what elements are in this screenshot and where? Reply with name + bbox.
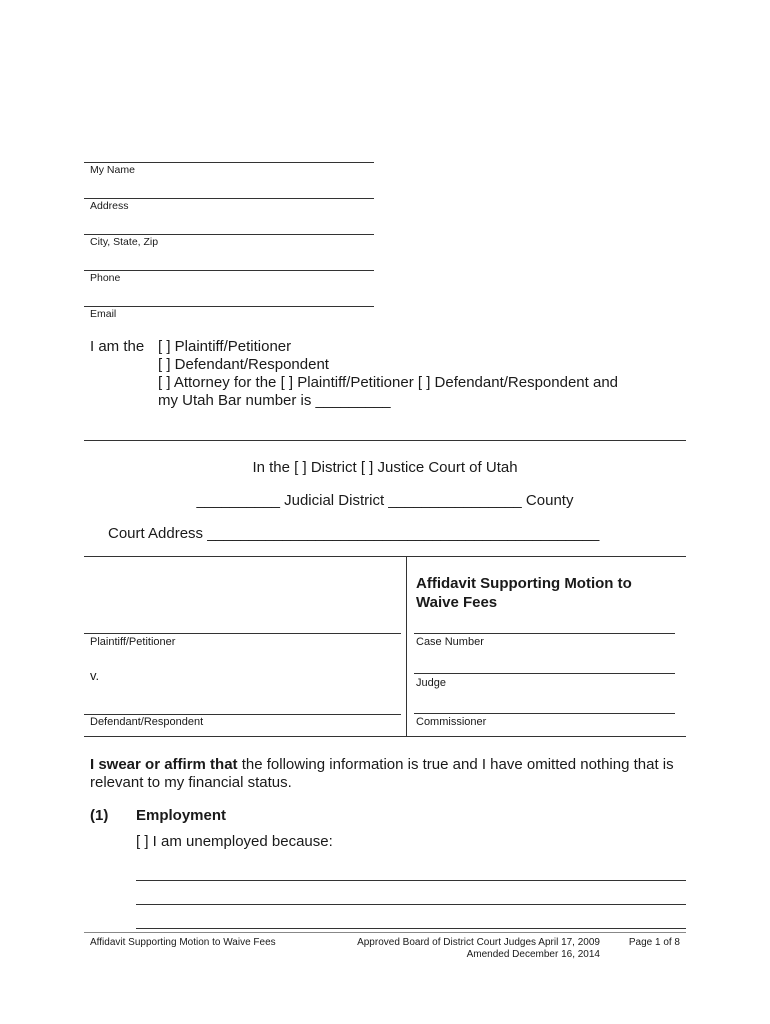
unemployed-reason-line-2[interactable] [136, 904, 686, 905]
court-address-line[interactable]: Court Address _______________________________________________ [108, 525, 600, 542]
plaintiff-label: Plaintiff/Petitioner [90, 636, 176, 648]
oath-rest: the following information is true and I have omitted nothing that is [237, 756, 674, 773]
defendant-line[interactable] [84, 714, 401, 715]
unemployed-option[interactable]: [ ] I am unemployed because: [136, 833, 333, 850]
caption-bottom-rule [84, 736, 686, 737]
caption-vertical-divider [406, 556, 407, 736]
commissioner-label: Commissioner [416, 716, 487, 728]
bar-number-line[interactable]: my Utah Bar number is _________ [158, 392, 391, 409]
case-number-label: Case Number [416, 636, 484, 648]
party-role-intro: I am the [90, 338, 145, 355]
judge-line[interactable] [414, 673, 675, 674]
judge-label: Judge [416, 677, 446, 689]
versus-label: v. [90, 668, 100, 683]
document-title-line2: Waive Fees [416, 594, 498, 611]
city-state-zip-label: City, State, Zip [90, 236, 159, 248]
footer-form-title: Affidavit Supporting Motion to Waive Fees [90, 937, 276, 948]
party-role-plaintiff-option[interactable]: [ ] Plaintiff/Petitioner [158, 338, 292, 355]
unemployed-reason-line-1[interactable] [136, 880, 686, 881]
section1-heading: Employment [136, 807, 227, 824]
party-role-attorney-option[interactable]: [ ] Attorney for the [ ] Plaintiff/Petitioner [ ] Defendant/Respondent and [158, 374, 619, 391]
name-label: My Name [90, 164, 135, 176]
phone-line [84, 270, 374, 271]
footer-rule [84, 932, 686, 933]
case-number-line[interactable] [414, 633, 675, 634]
court-section-divider [84, 440, 686, 441]
court-type-line[interactable]: In the [ ] District [ ] Justice Court of Utah [252, 459, 518, 476]
oath-bold-phrase: I swear or affirm that [90, 756, 238, 773]
oath-line2: relevant to my financial status. [90, 774, 292, 791]
footer-page-number: Page 1 of 8 [628, 937, 680, 948]
name-line [84, 162, 374, 163]
city-state-zip-line [84, 234, 374, 235]
caption-top-rule [84, 556, 686, 557]
judicial-district-line[interactable]: __________ Judicial District ________________ County [196, 492, 574, 509]
footer-approved: Approved Board of District Court Judges April 17, 2009 [357, 937, 600, 948]
address-label: Address [90, 200, 129, 212]
plaintiff-line[interactable] [84, 633, 401, 634]
phone-label: Phone [90, 272, 121, 284]
party-role-defendant-option[interactable]: [ ] Defendant/Respondent [158, 356, 329, 373]
section1-number: (1) [90, 807, 109, 824]
oath-line1 [90, 756, 674, 773]
email-line [84, 306, 374, 307]
unemployed-reason-line-3[interactable] [136, 928, 686, 929]
email-label: Email [90, 308, 117, 320]
commissioner-line[interactable] [414, 713, 675, 714]
address-line [84, 198, 374, 199]
footer-amended: Amended December 16, 2014 [466, 949, 600, 960]
document-title-line1: Affidavit Supporting Motion to [416, 575, 632, 592]
defendant-label: Defendant/Respondent [90, 716, 204, 728]
